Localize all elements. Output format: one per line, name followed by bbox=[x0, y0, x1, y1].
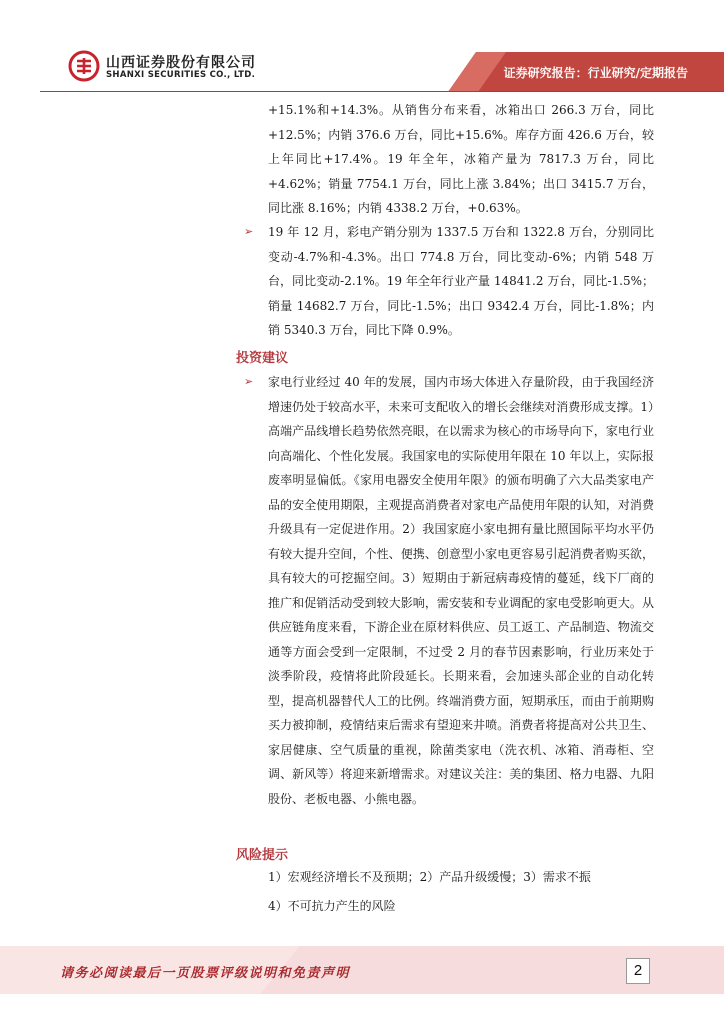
company-logo-icon bbox=[68, 50, 100, 82]
report-type-label: 证券研究报告：行业研究/定期报告 bbox=[503, 66, 688, 80]
bullet-arrow-icon: ➢ bbox=[244, 375, 254, 388]
risk-item-2: 4）不可抗力产生的风险 bbox=[268, 899, 396, 913]
paragraph-investment-advice: 家电行业经过 40 年的发展，国内市场大体进入存量阶段，由于我国经济增速仍处于较高水平，未来可支配收入的增长会继续对消费形成支撑。1）高端产品线增长趋势依然亮眼，在以需求为核心的市场导向下，家电行业向高端化、个性化发展。我国家电的实际使用年限在 10 年以上，实际报废率明显偏低。《家用电器安全使用年限》的颁布明确了六大品类家电产品的安全使用期限，主观提高消费者对家电产品使用年限的认知，对消费升级具有一定促进作用。2）我国家庭小家电拥有量比照国际平均水平仍有较大提升空间，个性、便携、创意型小家电更容易引起消费者购买欲，具有较大的可挖掘空间。3）短期由于新冠病毒疫情的蔓延，线下厂商的推广和促销活动受到较大影响，需安装和专业调配的家电受影响更大。从供应链角度来看，下游企业在原材料供应、员工返工、产品制造、物流交通等方面会受到一定限制，不过受 2 月的春节因素影响，行业历来处于淡季阶段，疫情将此阶段延长。长期来看，会加速头部企业的自动化转型，提高机器替代人工的比例。终端消费方面，短期承压，而由于前期购买力被抑制，疫情结束后需求有望迎来井喷。消费者将提高对公共卫生、家居健康、空气质量的重视，除菌类家电（洗衣机、冰箱、消毒柜、空调、新风等）将迎来新增需求。对建议关注：美的集团、格力电器、九阳股份、老板电器、小熊电器。 bbox=[268, 375, 654, 806]
header-divider bbox=[40, 91, 724, 92]
page-number: 2 bbox=[626, 958, 650, 984]
company-name-cn: 山西证券股份有限公司 bbox=[106, 55, 256, 71]
risk-item-1: 1）宏观经济增长不及预期；2）产品升级缓慢；3）需求不振 bbox=[268, 870, 591, 884]
paragraph-tv: 19 年 12 月，彩电产销分别为 1337.5 万台和 1322.8 万台，分别同比变动-4.7%和-4.3%。出口 774.8 万台，同比变动-6%；内销 548 万台，同比变动-2.1%。19 年全年行业产量 14841.2 万台，同比-1.5%；销量 14682.7 万台，同比-1.5%；出口 9342.4 万台，同比-1.8%；内销 5340.3 万台，同比下降 0.9%。 bbox=[268, 225, 654, 337]
bullet-arrow-icon: ➢ bbox=[244, 225, 254, 238]
footer-disclaimer: 请务必阅读最后一页股票评级说明和免责声明 bbox=[60, 966, 351, 981]
section-title-investment: 投资建议 bbox=[236, 351, 289, 366]
company-name-en: SHANXI SECURITIES CO., LTD. bbox=[106, 70, 256, 80]
page-header bbox=[0, 0, 724, 100]
section-title-risk: 风险提示 bbox=[236, 848, 289, 863]
paragraph-fridge: +15.1%和+14.3%。从销售分布来看，冰箱出口 266.3 万台，同比+12.5%；内销 376.6 万台，同比+15.6%。库存方面 426.6 万台，较上年同比+17.4%。19 年全年，冰箱产量为 7817.3 万台，同比+4.62%；销量 7754.1 万台，同比上涨 3.84%；出口 3415.7 万台，同比涨 8.16%；内销 4338.2 万台，+0.63%。 bbox=[268, 103, 654, 215]
